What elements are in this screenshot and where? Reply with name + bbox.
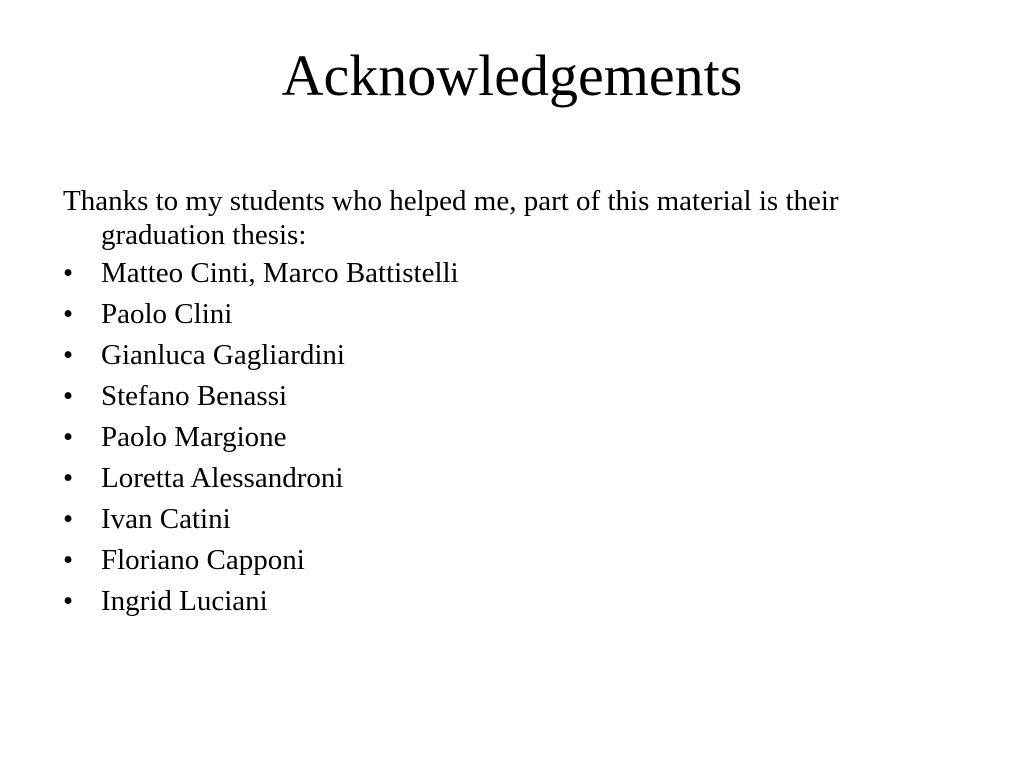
slide-title: Acknowledgements [281,43,743,108]
student-list [63,256,963,618]
bullet-icon: • [63,585,74,617]
bullet-icon: • [63,462,74,494]
bullet-icon: • [63,421,74,453]
student-name: Loretta Alessandroni [101,462,344,494]
list-item [63,461,963,495]
list-item [63,543,963,577]
list-item [63,297,963,331]
student-name: Paolo Clini [101,298,233,330]
student-name: Ingrid Luciani [101,585,268,617]
intro-text: Thanks to my students who helped me, part of this material is their graduation thesis: [63,185,839,251]
list-item [63,584,963,618]
list-item [63,256,963,290]
student-name: Floriano Capponi [101,544,305,576]
list-item [63,379,963,413]
bullet-icon: • [63,298,74,330]
slide-body [63,184,963,618]
bullet-icon: • [63,380,74,412]
student-name: Matteo Cinti, Marco Battistelli [101,257,459,289]
student-name: Paolo Margione [101,421,287,453]
list-item [63,420,963,454]
student-name: Stefano Benassi [101,380,288,412]
list-item [63,338,963,372]
list-item [63,502,963,536]
student-name: Ivan Catini [101,503,231,535]
bullet-icon: • [63,544,74,576]
bullet-icon: • [63,257,74,289]
bullet-icon: • [63,503,74,535]
student-name: Gianluca Gagliardini [101,339,345,371]
bullet-icon: • [63,339,74,371]
